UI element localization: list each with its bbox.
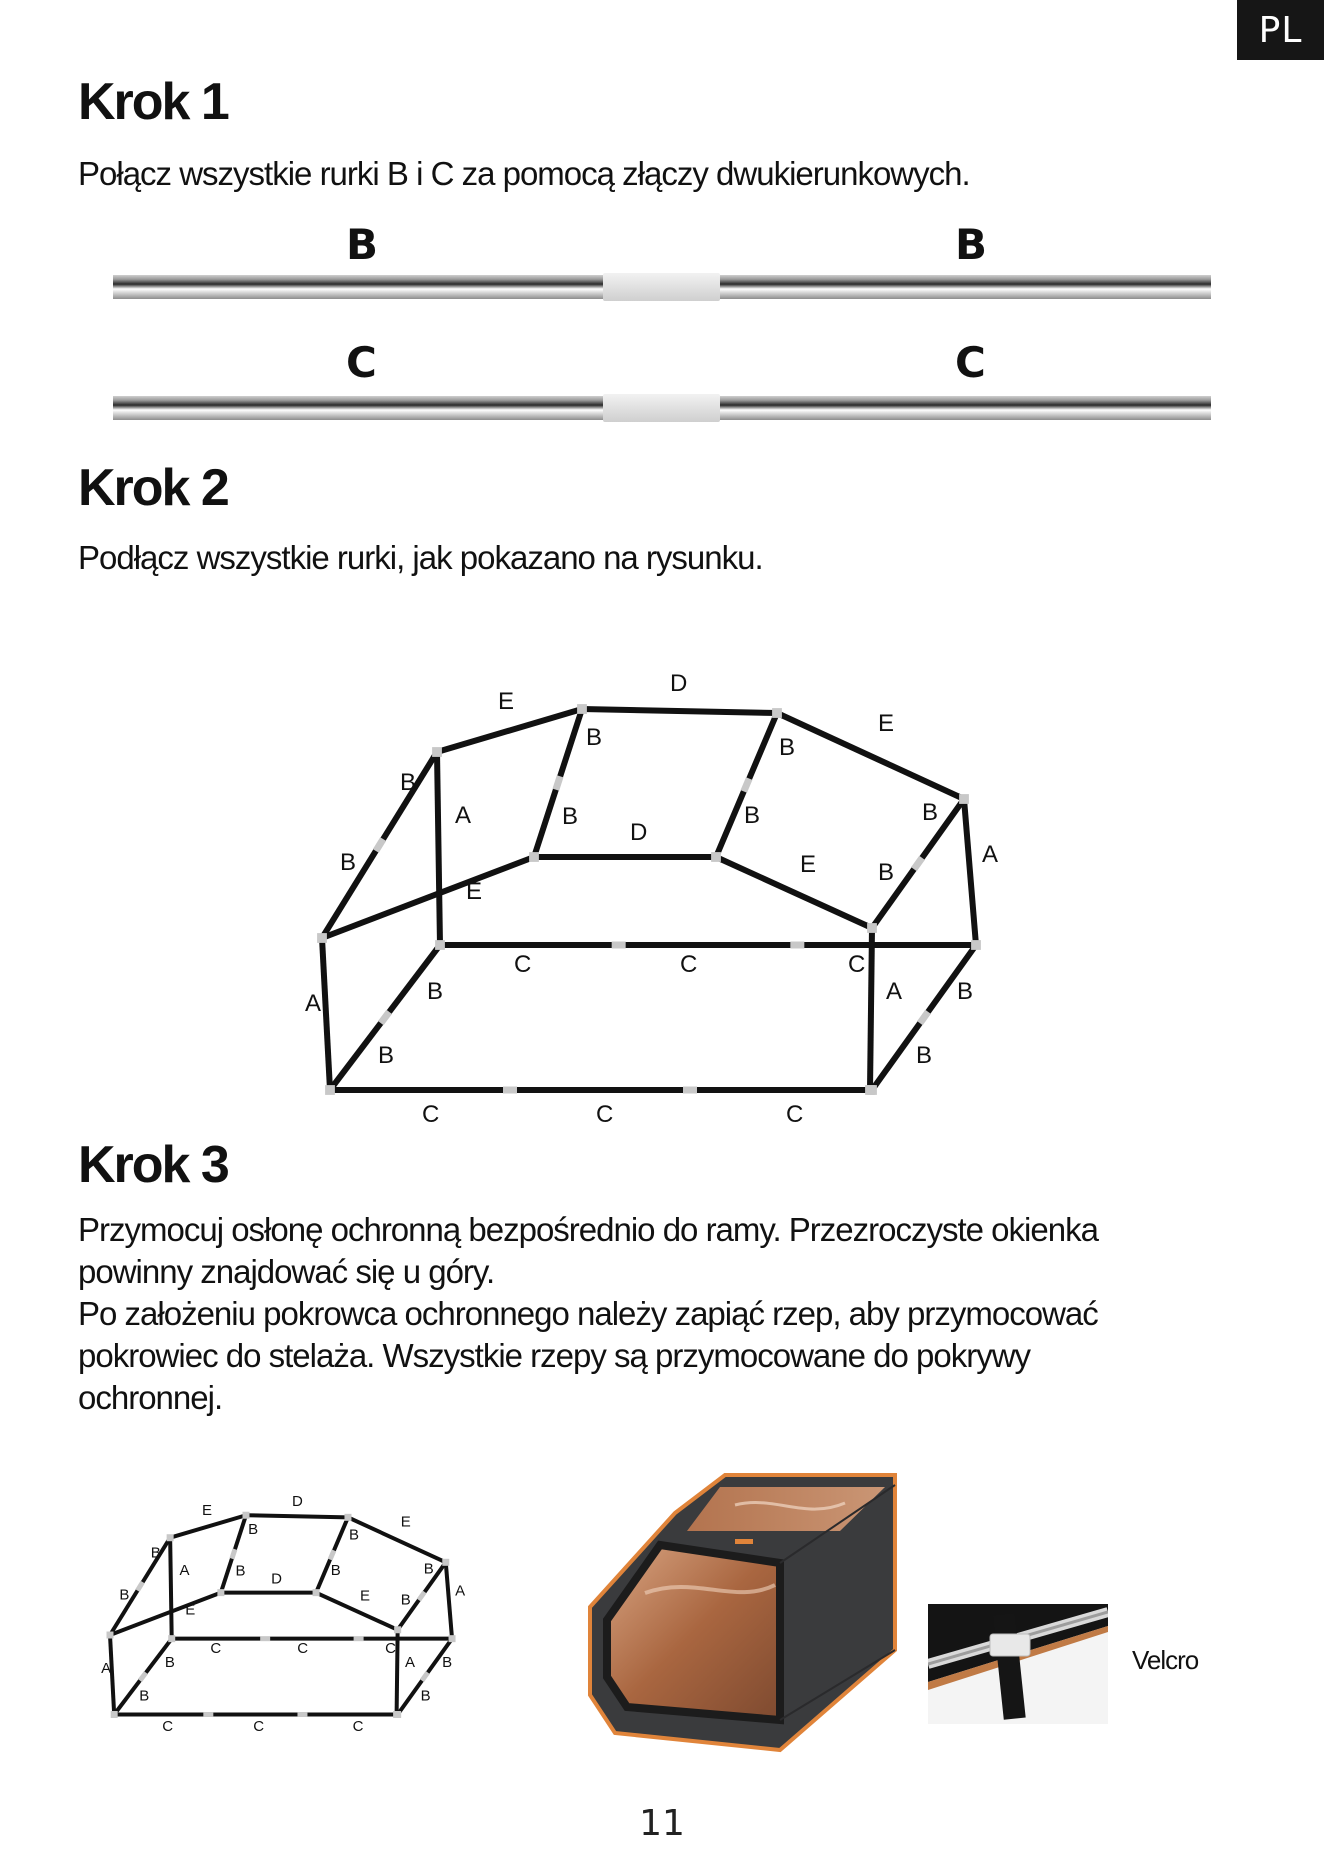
tube-label-b-left: B (346, 220, 379, 269)
frame-label-b: B (423, 1560, 434, 1578)
frame-label-a: A (982, 841, 999, 868)
frame-tube-e (348, 1517, 446, 1562)
frame-label-e: E (359, 1587, 371, 1605)
frame-label-b: B (878, 859, 895, 886)
frame-label-c: C (385, 1639, 396, 1657)
frame-label-b: B (164, 1653, 175, 1671)
frame-label-e: E (185, 1601, 196, 1619)
protective-cover-illustration (585, 1465, 915, 1755)
frame-joint (422, 1673, 428, 1681)
frame-joint (419, 1592, 425, 1600)
frame-joint (232, 1549, 235, 1559)
frame-joint (330, 1550, 334, 1559)
frame-corner-joint (394, 1626, 401, 1633)
step-3-line-1: Przymocuj osłonę ochronną bezpośrednio do ramy. Przezroczyste okienka (78, 1211, 1098, 1248)
frame-label-c: C (848, 951, 866, 978)
frame-label-b: B (139, 1687, 150, 1705)
frame-label-c: C (162, 1718, 174, 1736)
frame-tube-a (446, 1562, 452, 1638)
frame-label-b: B (442, 1653, 453, 1671)
frame-label-b: B (400, 1591, 411, 1609)
step-2-title: Krok 2 (78, 459, 228, 517)
frame-label-b: B (235, 1562, 246, 1580)
frame-label-b: B (922, 799, 939, 826)
frame-label-c: C (422, 1101, 440, 1128)
frame-label-c: C (596, 1101, 614, 1128)
frame-corner-joint (313, 1589, 320, 1596)
frame-label-b: B (420, 1687, 431, 1705)
frame-label-b: B (330, 1561, 341, 1579)
frame-tube-d (246, 1515, 348, 1517)
step-3-line-2: powinny znajdować się u góry. (78, 1253, 495, 1290)
frame-corner-joint (168, 1635, 175, 1642)
frame-corner-joint (167, 1534, 174, 1541)
step-3-title: Krok 3 (78, 1136, 228, 1194)
frame-label-e: E (800, 851, 817, 878)
frame-label-c: C (297, 1639, 309, 1657)
frame-label-b: B (378, 1042, 395, 1069)
velcro-photo (928, 1604, 1108, 1724)
frame-label-d: D (630, 819, 648, 846)
frame-label-d: D (271, 1570, 282, 1588)
frame-label-e: E (466, 878, 483, 905)
step-2-text-line: Podłącz wszystkie rurki, jak pokazano na rysunku. (78, 539, 763, 576)
frame-label-d: D (670, 670, 688, 697)
frame-label-b: B (957, 978, 974, 1005)
frame-label-b: B (779, 734, 796, 761)
frame-label-a: A (886, 978, 903, 1005)
step-3-line-3: Po założeniu pokrowca ochronnego należy zapiąć rzep, aby przymocować (78, 1295, 1098, 1332)
frame-label-b: B (248, 1521, 259, 1539)
frame-label-a: A (455, 1582, 466, 1600)
frame-label-e: E (400, 1513, 411, 1531)
frame-label-b: B (427, 978, 444, 1005)
frame-corner-joint (107, 1632, 114, 1639)
frame-corner-joint (442, 1559, 449, 1566)
frame-label-c: C (680, 951, 698, 978)
frame-label-c: C (253, 1718, 265, 1736)
frame-label-a: A (404, 1653, 415, 1671)
frame-label-e: E (498, 688, 515, 715)
frame-label-e: E (878, 710, 895, 737)
frame-label-e: E (202, 1502, 213, 1520)
tube-label-b-right: B (955, 220, 988, 269)
frame-corner-joint (394, 1711, 401, 1718)
frame-label-a: A (305, 990, 322, 1017)
frame-label-c: C (786, 1101, 804, 1128)
frame-label-c: C (210, 1639, 222, 1657)
tube-label-c-right: C (955, 338, 986, 387)
frame-label-b: B (400, 769, 417, 796)
frame-tube-e (316, 1593, 398, 1630)
frame-label-b: B (586, 724, 603, 751)
frame-label-b: B (349, 1526, 360, 1544)
frame-label-b: B (744, 802, 761, 829)
frame-joint (140, 1673, 146, 1681)
frame-tube-a (397, 1630, 398, 1715)
tube-label-c-left: C (346, 338, 377, 387)
frame-label-b: B (150, 1544, 161, 1562)
frame-joint (137, 1582, 142, 1591)
frame-corner-joint (242, 1512, 249, 1519)
frame-label-a: A (455, 802, 472, 829)
page-number: 11 (639, 1803, 685, 1844)
velcro-label: Velcro (1132, 1645, 1199, 1675)
frame-corner-joint (344, 1514, 351, 1521)
frame-label-b: B (562, 803, 579, 830)
frame-label-b: B (119, 1586, 130, 1604)
frame-label-c: C (514, 951, 532, 978)
frame-corner-joint (449, 1635, 456, 1642)
frame-corner-joint (111, 1711, 118, 1718)
frame-label-b: B (916, 1042, 933, 1069)
frame-tube-a (170, 1538, 172, 1639)
step-3-line-4: pokrowiec do stelaża. Wszystkie rzepy są przymocowane do pokrywy (78, 1337, 1031, 1374)
frame-label-a: A (101, 1660, 112, 1678)
step-1-title: Krok 1 (78, 73, 228, 131)
step-1-text-line: Połącz wszystkie rurki B i C za pomocą złączy dwukierunkowych. (78, 155, 970, 192)
step-3-line-5: ochronnej. (78, 1379, 223, 1416)
frame-label-b: B (340, 849, 357, 876)
frame-label-a: A (179, 1561, 190, 1579)
frame-corner-joint (217, 1589, 224, 1596)
frame-label-d: D (292, 1492, 303, 1510)
frame-label-c: C (352, 1718, 364, 1736)
language-badge: PL (1237, 0, 1324, 60)
